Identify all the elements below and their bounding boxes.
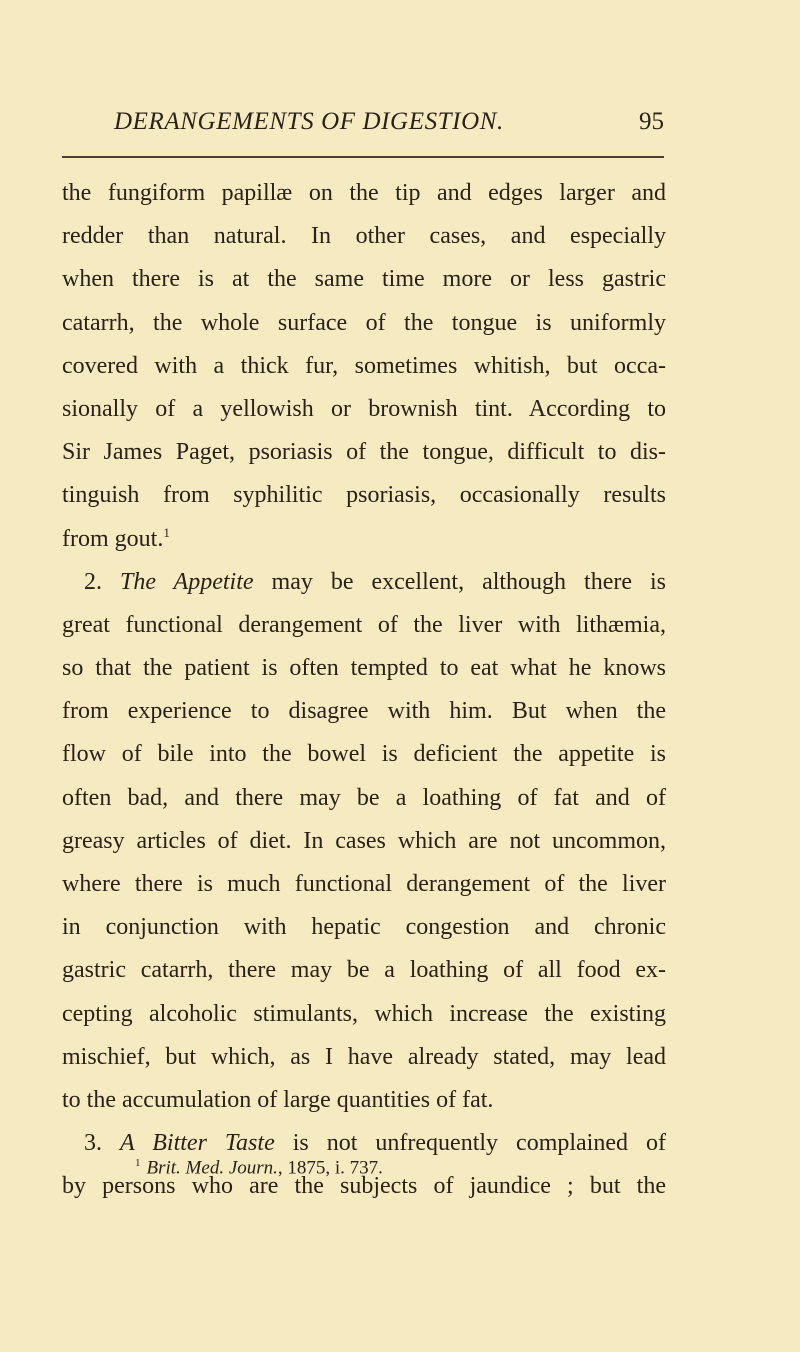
header-rule bbox=[62, 156, 664, 158]
text-line: cepting alcoholic stimulants, which increase the existing bbox=[62, 1000, 666, 1027]
text-line: from experience to disagree with him. But when the bbox=[62, 698, 666, 725]
page-header bbox=[62, 108, 664, 148]
text-line: gastric catarrh, there may be a loathing of all food ex- bbox=[62, 957, 666, 984]
section-heading: The Appetite bbox=[120, 568, 254, 595]
body-text bbox=[62, 172, 666, 1209]
text-line: the fungiform papillæ on the tip and edges larger and bbox=[62, 180, 666, 206]
text-line: mischief, but which, as I have already stated, may lead bbox=[62, 1043, 666, 1070]
running-title: DERANGEMENTS OF DIGESTION. bbox=[114, 108, 504, 135]
text-line: by persons who are the subjects of jaundice ; but the bbox=[62, 1173, 666, 1200]
text-line: Sir James Paget, psoriasis of the tongue, difficult to dis- bbox=[62, 439, 666, 466]
text-line: in conjunction with hepatic congestion and chronic bbox=[62, 914, 666, 941]
text-line: from gout.$^1$ bbox=[62, 524, 170, 552]
footnote-reference: 1 bbox=[163, 524, 170, 540]
footnote bbox=[135, 1157, 383, 1179]
text-line: 3. A Bitter Taste is not unfrequently complained of bbox=[84, 1130, 667, 1157]
section-heading: A Bitter Taste bbox=[120, 1130, 275, 1157]
text-line: when there is at the same time more or less gastric bbox=[62, 266, 666, 293]
citation-details: , 1875, i. 737. bbox=[277, 1157, 383, 1179]
text-line: sionally of a yellowish or brownish tint. According to bbox=[62, 395, 666, 422]
text-line: tinguish from syphilitic psoriasis, occasionally results bbox=[62, 482, 666, 509]
text-line: covered with a thick fur, sometimes whitish, but occa- bbox=[62, 352, 666, 379]
text-line: often bad, and there may be a loathing of fat and of bbox=[62, 784, 666, 811]
text-line: great functional derangement of the liver with lithæmia, bbox=[62, 611, 666, 638]
text-line: to the accumulation of large quantities of fat. bbox=[62, 1086, 494, 1113]
text-line: redder than natural. In other cases, and especially bbox=[62, 223, 666, 250]
text-line: flow of bile into the bowel is deficient the appetite is bbox=[62, 741, 666, 768]
journal-title: Brit. Med. Journ. bbox=[146, 1157, 278, 1179]
text-line: so that the patient is often tempted to eat what he knows bbox=[62, 655, 666, 682]
text-line: greasy articles of diet. In cases which are not uncommon, bbox=[62, 827, 666, 854]
text-line: catarrh, the whole surface of the tongue is uniformly bbox=[62, 309, 666, 336]
text-line: where there is much functional derangement of the liver bbox=[62, 871, 666, 897]
text-line: 2. The Appetite may be excellent, although there is bbox=[84, 568, 667, 595]
page-number: 95 bbox=[639, 108, 664, 135]
footnote-marker: 1 bbox=[135, 1157, 141, 1169]
